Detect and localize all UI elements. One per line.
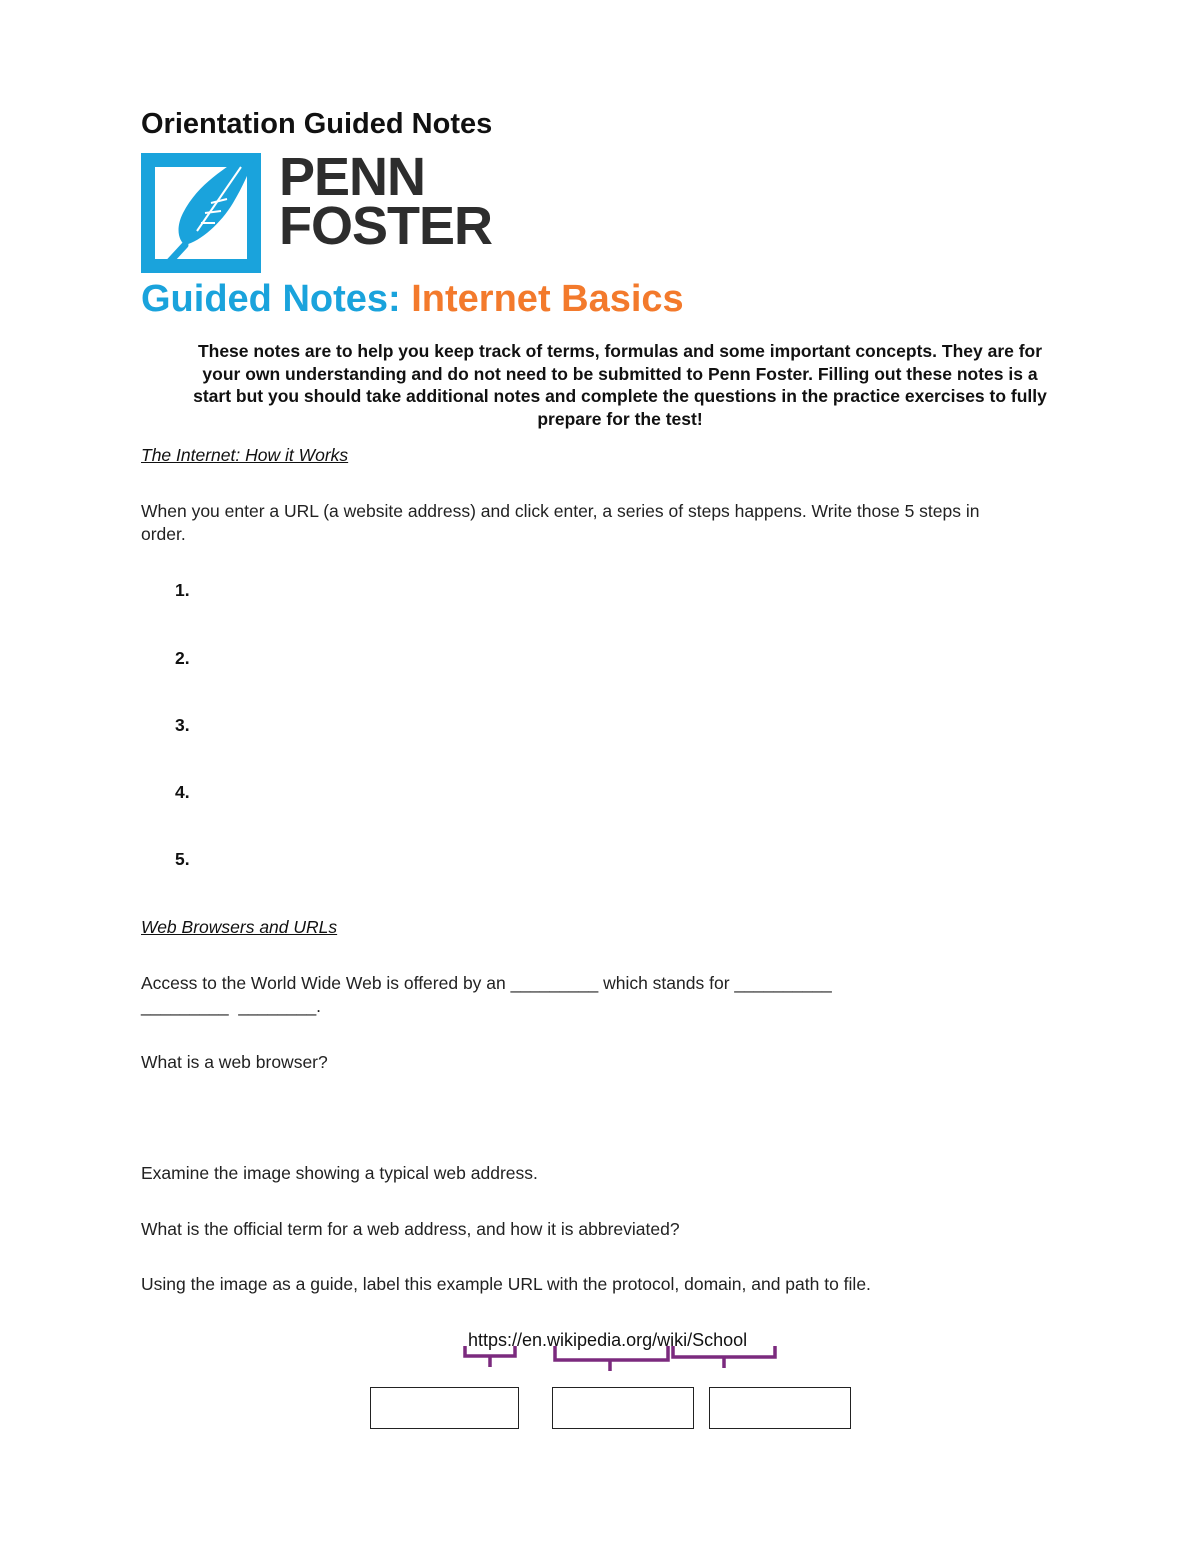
label-url-instruction: Using the image as a guide, label this example URL with the protocol, domain, and path to file. [141, 1274, 871, 1294]
domain-bracket [555, 1346, 668, 1371]
step-5: 5. [175, 849, 190, 869]
question-official-term: What is the official term for a web address, and how it is abbreviated? [141, 1219, 680, 1239]
protocol-answer-box[interactable] [370, 1387, 519, 1429]
guided-notes-subtitle [141, 278, 684, 321]
section-heading-browsers: Web Browsers and URLs [141, 917, 338, 937]
path-answer-box[interactable] [709, 1387, 851, 1429]
intro-line: your own understanding and do not need to be submitted to Penn Foster. Filling out these notes is a [202, 363, 1038, 384]
document-title: Orientation Guided Notes [141, 108, 493, 140]
logo-line-foster: FOSTER [279, 196, 493, 256]
subtitle-prefix: Guided Notes: [141, 278, 401, 320]
steps-prompt-line: When you enter a URL (a website address) and click enter, a series of steps happens. Write those 5 steps in [141, 501, 980, 521]
example-url: https://en.wikipedia.org/wiki/School [468, 1330, 748, 1350]
intro-paragraph [130, 340, 1110, 430]
domain-answer-box[interactable] [552, 1387, 694, 1429]
quill-feather-icon [141, 153, 261, 273]
steps-prompt-line: order. [141, 524, 186, 544]
access-line: _________ ________. [141, 996, 322, 1016]
step-3: 3. [175, 715, 190, 735]
access-line: Access to the World Wide Web is offered by an _________ which stands for __________ [141, 973, 832, 993]
logo-line-penn: PENN [279, 147, 426, 207]
steps-prompt [141, 500, 980, 546]
examine-instruction: Examine the image showing a typical web address. [141, 1163, 538, 1183]
step-2: 2. [175, 648, 190, 668]
intro-line: start but you should take additional notes and complete the questions in the practice exercises to fully [193, 386, 1047, 406]
question-web-browser: What is a web browser? [141, 1052, 328, 1072]
section-heading-internet: The Internet: How it Works [141, 445, 349, 465]
penn-foster-logo [141, 145, 541, 273]
step-4: 4. [175, 782, 190, 802]
path-bracket [673, 1346, 775, 1368]
url-brackets [455, 1340, 785, 1380]
intro-line: prepare for the test! [537, 408, 703, 429]
subtitle-topic: Internet Basics [411, 278, 684, 320]
intro-line: These notes are to help you keep track of terms, formulas and some important concepts. They are for [197, 341, 1043, 361]
logo-wordmark [279, 147, 493, 256]
access-paragraph [141, 972, 832, 1018]
step-1: 1. [175, 580, 190, 600]
protocol-bracket [465, 1346, 515, 1367]
